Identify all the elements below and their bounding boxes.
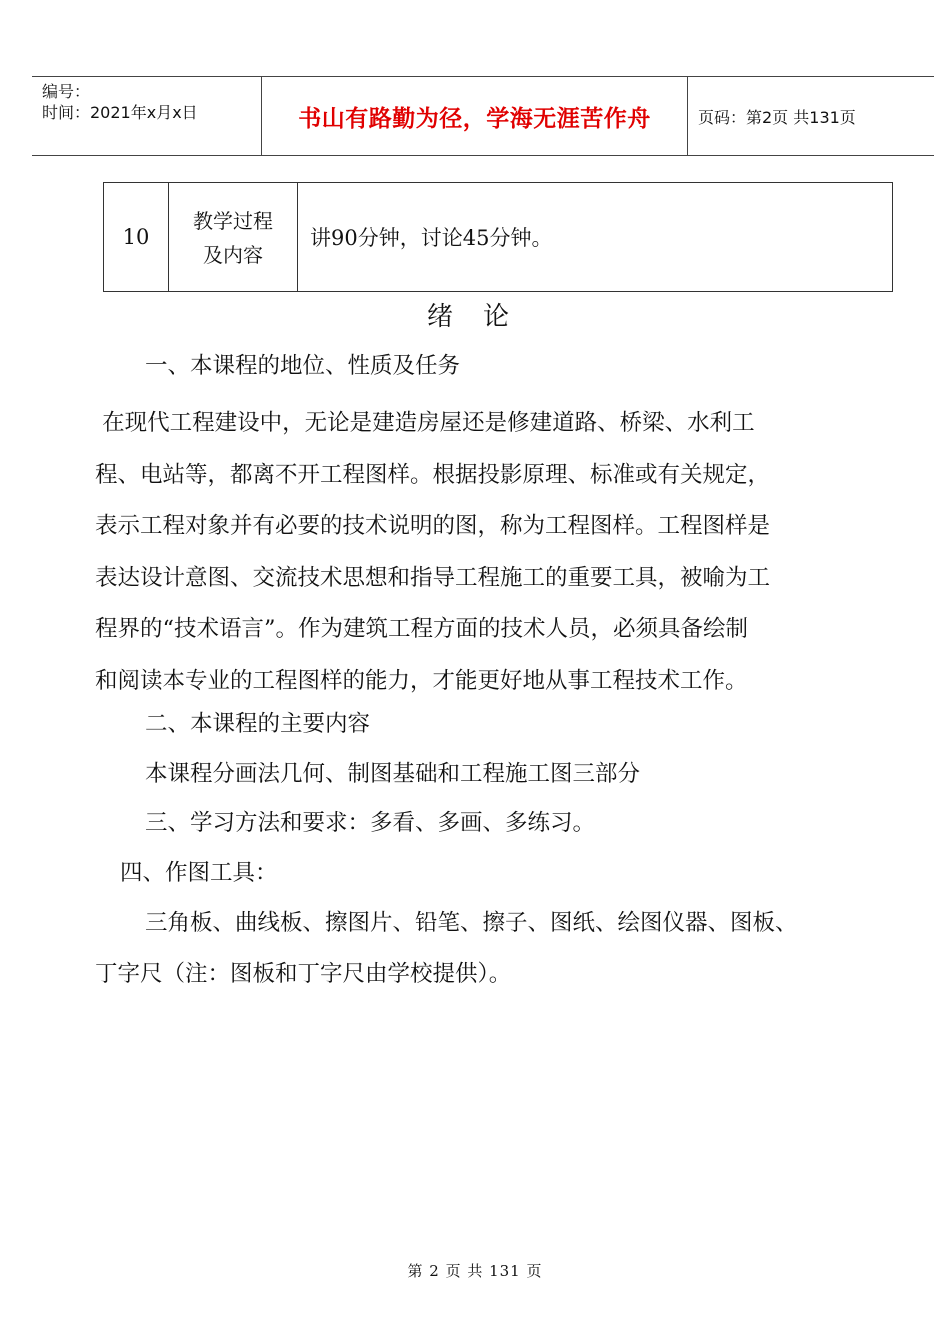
section-2-text: 本课程分画法几何、制图基础和工程施工图三部分 (145, 761, 641, 787)
row-label-line2: 及内容 (203, 242, 263, 267)
page-footer: 第 2 页 共 131 页 (407, 1262, 543, 1280)
body-line: 程、电站等，都离不开工程图样。根据投影原理、标准或有关规定， (95, 461, 771, 488)
header-motto: 书山有路勤为径，学海无涯苦作舟 (262, 77, 688, 155)
section-2-heading: 二、本课程的主要内容 (145, 711, 371, 737)
header-left-cell (32, 77, 262, 155)
header-page-label: 页码：第2页 共131页 (698, 107, 856, 127)
section-4-line1: 三角板、曲线板、擦图片、铅笔、擦子、图纸、绘图仪器、图板、 (145, 910, 798, 936)
section-4-line2: 丁字尺（注：图板和丁字尺由学校提供）。 (95, 961, 512, 987)
body-line: 表示工程对象并有必要的技术说明的图，称为工程图样。工程图样是 (95, 513, 771, 539)
row-label-line1: 教学过程 (193, 208, 273, 233)
body-line: 和阅读本专业的工程图样的能力，才能更好地从事工程技术工作。 (95, 667, 748, 694)
body-line: 程界的“技术语言”。作为建筑工程方面的技术人员，必须具备绘制 (95, 616, 749, 642)
section-3-heading: 三、学习方法和要求：多看、多画、多练习。 (145, 810, 596, 836)
row-number: 10 (104, 183, 169, 292)
page-header (32, 76, 934, 156)
body-line: 表达设计意图、交流技术思想和指导工程施工的重要工具，被喻为工 (95, 564, 771, 591)
time-label: 时间：2021年x月x日 (42, 103, 198, 122)
page-title: 绪论 (426, 302, 539, 332)
table-row (104, 183, 893, 292)
number-label: 编号： (42, 82, 91, 101)
row-content: 讲90分钟，讨论45分钟。 (298, 183, 893, 292)
section-1-body (95, 398, 770, 707)
row-label (169, 183, 298, 292)
teaching-info-table (103, 182, 893, 292)
section-4-heading: 四、作图工具： (120, 860, 278, 886)
body-line: 在现代工程建设中，无论是建造房屋还是修建道路、桥梁、水利工 (95, 410, 755, 436)
section-1-heading: 一、本课程的地位、性质及任务 (145, 353, 461, 379)
